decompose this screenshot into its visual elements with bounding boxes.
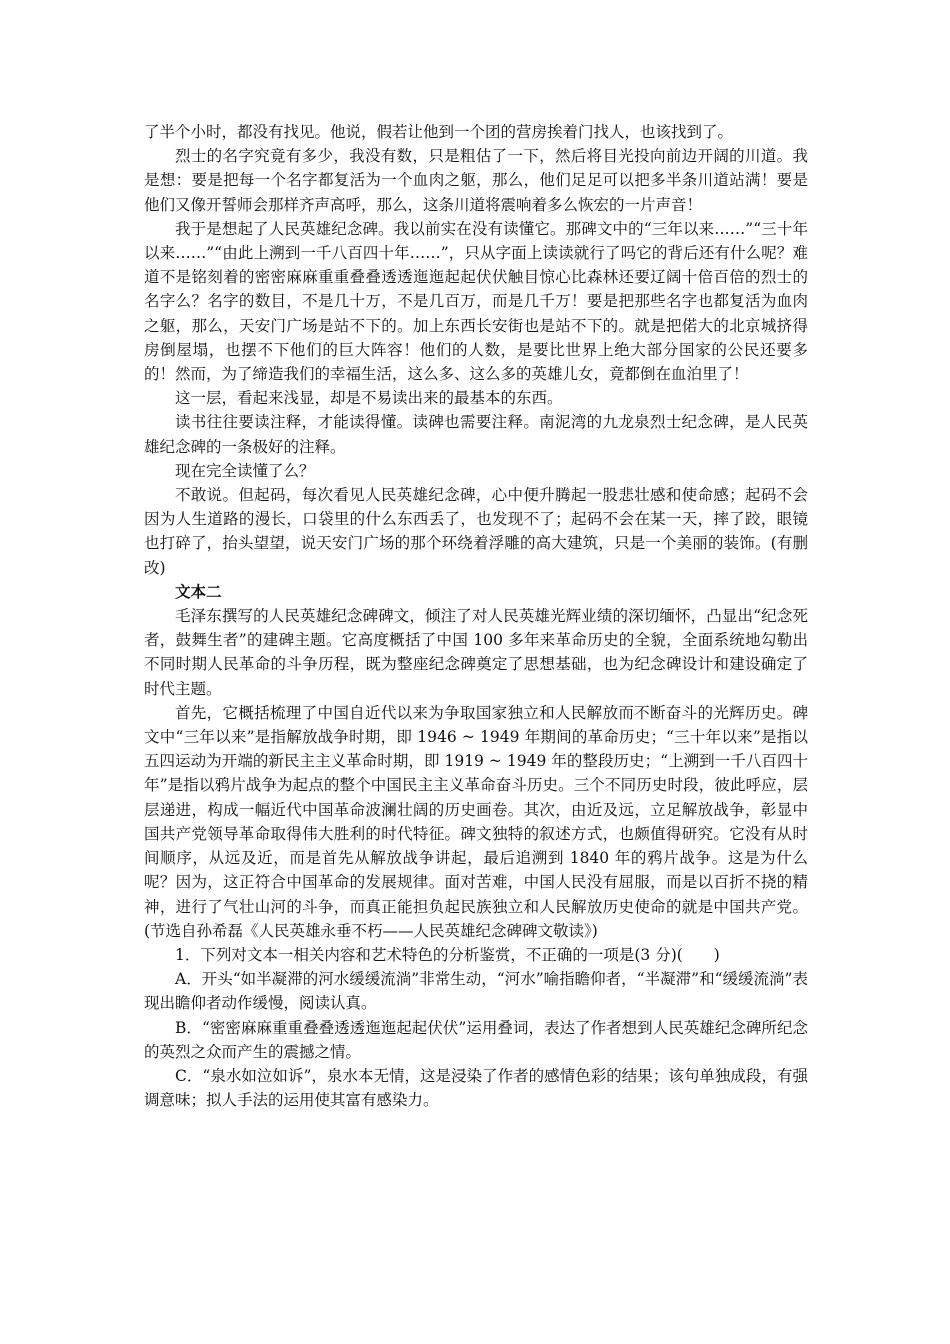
paragraph-conclusion: 不敢说。但起码，每次看见人民英雄纪念碑，心中便升腾起一股悲壮感和使命感；起码不会因为人生道路的漫长，口袋里的什么东西丢了，也发现不了；起码不会在某一天，摔了跤，眼镜也打碎了，抬头望望，说天安门广场的那个环绕着浮雕的高大建筑，只是一个美丽的装饰。(有删改) <box>144 486 808 577</box>
paragraph-basic-meaning: 这一层，看起来浅显，却是不易读出来的最基本的东西。 <box>175 389 563 408</box>
paragraph-inscription-analysis: 首先，它概括梳理了中国自近代以来为争取国家独立和人民解放而不断奋斗的光辉历史。碑文中“三年以来”是指解放战争时期，即 1946 ~ 1949 年期间的革命历史；“三十年以来”是指以五四运动为开端的新民主主义革命时期，即 1919 ~ 1949 年的整段历史；“上溯到一千八百四十年”是指以鸦片战争为起点的整个中国民主主义革命奋斗历史。三个不同历史时段，彼此呼应，层层递进，构成一幅近代中国革命波澜壮阔的历史画卷。其次，由近及远，立足解放战争，彰显中国共产党领导革命取得伟大胜利的时代特征。碑文独特的叙述方式，也颇值得研究。它没有从时间顺序，从远及近，而是首先从解放战争讲起，最后追溯到 1840 年的鸦片战争。这是为什么呢？因为，这正符合中国革命的发展规律。面对苦难，中国人民没有屈服，而是以百折不挠的精神，进行了气壮山河的斗争，而真正能担负起民族独立和人民解放历史使命的就是中国共产党。(节选自孙希磊《人民英雄永垂不朽——人民英雄纪念碑碑文敬读》) <box>144 703 808 940</box>
paragraph-names-count: 烈士的名字究竟有多少，我没有数，只是粗估了一下，然后将目光投向前边开阔的川道。我是想：要是把每一个名字都复活为一个血肉之躯，那么，他们足足可以把多半条川道站满！要是他们又像开誓师会那样齐声高呼，那么，这条川道将震响着多么恢宏的一片声音！ <box>144 147 808 214</box>
paragraph-annotation: 读书往往要读注释，才能读得懂。读碑也需要注释。南泥湾的九龙泉烈士纪念碑，是人民英雄纪念碑的一条极好的注释。 <box>144 413 808 456</box>
paragraph-monument-reflection: 我于是想起了人民英雄纪念碑。我以前实在没有读懂它。那碑文中的“三年以来……”“三十年以来……”“由此上溯到一千八百四十年……”，只从字面上读读就行了吗它的背后还有什么呢？难道不是铭刻着的密密麻麻重重叠叠透透迤迤起起伏伏触目惊心比森林还要辽阔十倍百倍的烈士的名字么？名字的数目，不是几十万，不是几百万，而是几千万！要是把那些名字也都复活为血肉之躯，那么，天安门广场是站不下的。加上东西长安街也是站不下的。就是把偌大的北京城挤得房倒屋塌，也摆不下他们的巨大阵容！他们的人数，是要比世界上绝大部分国家的公民还要多的！然而，为了缔造我们的幸福生活，这么多、这么多的英雄儿女，竟都倒在血泊里了！ <box>144 219 808 384</box>
document-page <box>144 120 808 1112</box>
question-1-option-a: A．开头“如半凝滞的河水缓缓流淌”非常生动，“河水”喻指瞻仰者，“半凝滞”和“缓缓流淌”表现出瞻仰者动作缓慢，阅读认真。 <box>144 970 808 1013</box>
question-1-stem: 1．下列对文本一相关内容和艺术特色的分析鉴赏，不正确的一项是(3 分)( ) <box>175 945 720 964</box>
section-heading-text-two: 文本二 <box>175 581 222 601</box>
question-1-option-b: B．“密密麻麻重重叠叠透透迤迤起起伏伏”运用叠词，表达了作者想到人民英雄纪念碑所纪念的英烈之众而产生的震撼之情。 <box>144 1018 808 1061</box>
paragraph-continuation: 了半个小时，都没有找见。他说，假若让他到一个团的营房挨着门找人，也该找到了。 <box>144 123 734 141</box>
paragraph-question: 现在完全读懂了么？ <box>175 461 315 480</box>
question-1-option-c: C．“泉水如泣如诉”，泉水本无情，这是浸染了作者的感情色彩的结果；该句单独成段，有强调意味；拟人手法的运用使其富有感染力。 <box>144 1066 808 1110</box>
paragraph-inscription-intro: 毛泽东撰写的人民英雄纪念碑碑文，倾注了对人民英雄光辉业绩的深切缅怀，凸显出“纪念死者，鼓舞生者”的建碑主题。它高度概括了中国 100 多年来革命历史的全貌，全面系统地勾勒出不同时期人民革命的斗争历程，既为整座纪念碑奠定了思想基础，也为纪念碑设计和建设确定了时代主题。 <box>144 607 808 698</box>
